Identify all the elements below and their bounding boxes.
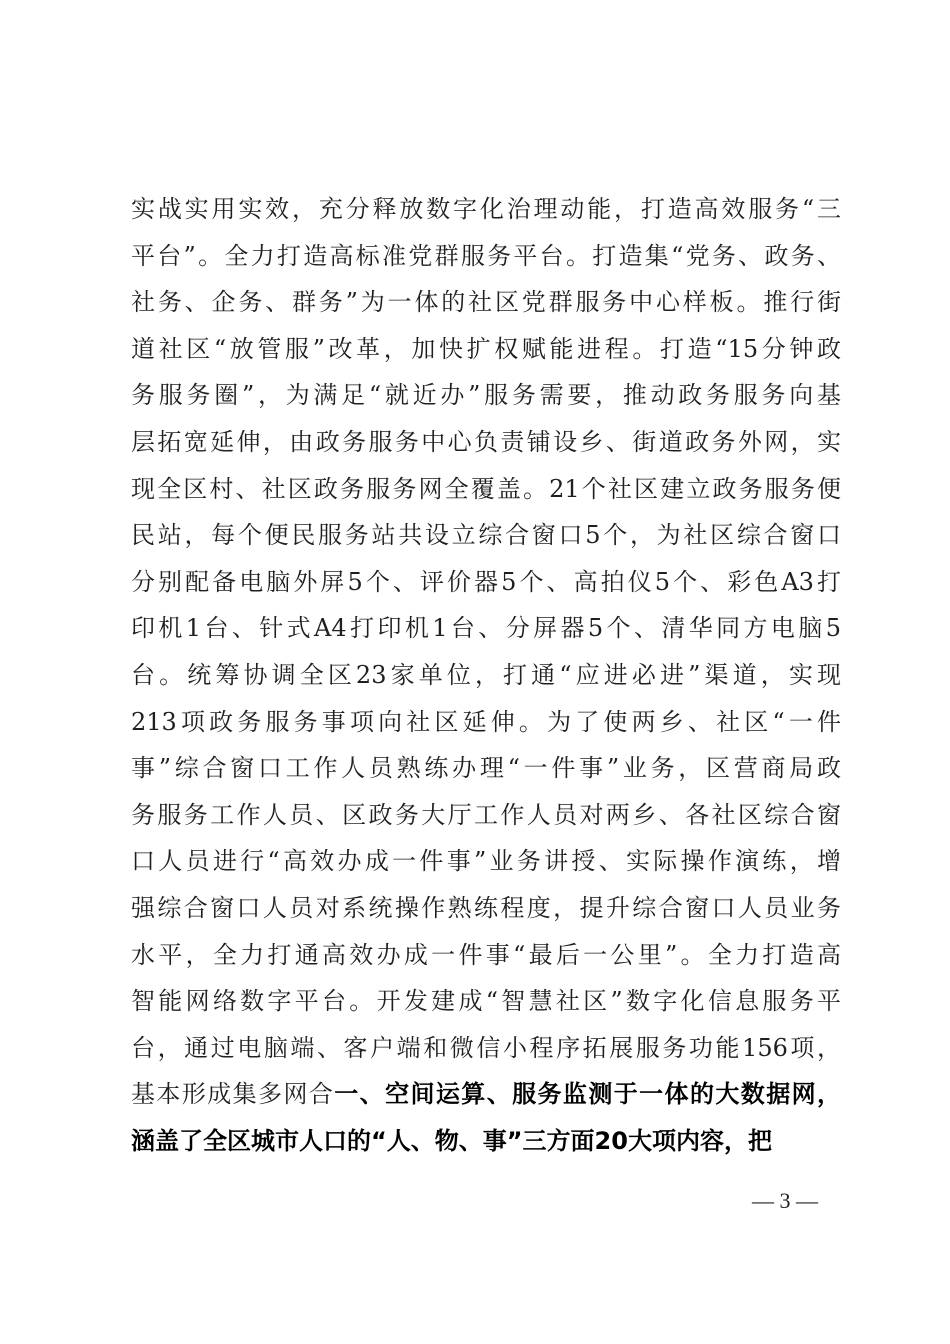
text-line: 强综合窗口人员对系统操作熟练程度，提升综合窗口人员业务 [131,893,841,922]
page-number: — 3 — [752,1188,818,1213]
text-line: 层拓宽延伸，由政务服务中心负责铺设乡、街道政务外网，实 [131,427,841,456]
text-line: 现全区村、社区政务服务网全覆盖。21个社区建立政务服务便 [131,474,841,503]
text-line: 务服务工作人员、区政务大厅工作人员对两乡、各社区综合窗 [131,800,841,829]
text-line: 务服务圈”，为满足“就近办”服务需要，推动政务服务向基 [131,381,841,410]
text-line: 事”综合窗口工作人员熟练办理“一件事”业务，区营商局政 [131,754,841,783]
text-line: 社务、企务、群务”为一体的社区党群服务中心样板。推行街 [131,288,841,317]
mixed-text-line [131,1071,841,1118]
text-line: 道社区“放管服”改革，加快扩权赋能进程。打造“15分钟政 [131,334,841,363]
text-line: 213项政务服务事项向社区延伸。为了使两乡、社区“一件 [131,707,841,736]
text-line: 口人员进行“高效办成一件事”业务讲授、实际操作演练，增 [131,847,841,876]
normal-text-segment: 基本形成集多网合 [131,1080,335,1109]
body-paragraph [131,186,841,1164]
text-line: 实战实用实效，充分释放数字化治理动能，打造高效服务“三 [131,195,841,223]
text-line: 水平，全力打通高效办成一件事“最后一公里”。全力打造高 [131,940,841,969]
text-line: 印机1台、针式A4打印机1台、分屏器5个、清华同方电脑5 [131,614,841,643]
bold-text-line: 涵盖了全区城市人口的“人、物、事”三方面20大项内容，把 [131,1126,772,1155]
text-line: 民站，每个便民服务站共设立综合窗口5个，为社区综合窗口 [131,521,841,550]
text-line: 台，通过电脑端、客户端和微信小程序拓展服务功能156项， [131,1033,841,1062]
bold-text-segment: 一、空间运算、服务监测于一体的大数据网， [334,1080,842,1109]
text-line: 智能网络数字平台。开发建成“智慧社区”数字化信息服务平 [131,987,841,1016]
text-line: 平台”。全力打造高标准党群服务平台。打造集“党务、政务、 [131,241,841,270]
text-line: 台。统筹协调全区23家单位，打通“应进必进”渠道，实现 [131,660,841,689]
text-line: 分别配备电脑外屏5个、评价器5个、高拍仪5个、彩色A3打 [131,567,841,596]
